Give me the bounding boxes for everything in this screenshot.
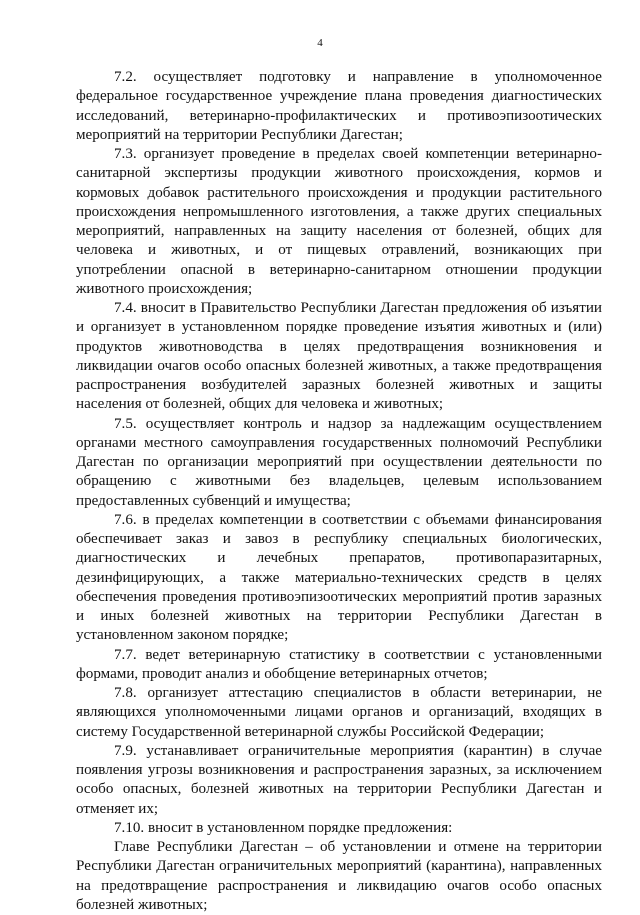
- paragraph-7-10: 7.10. вносит в установленном порядке предложения:: [114, 819, 453, 836]
- paragraph-7-4: 7.4. вносит в Правительство Республики Дагестан предложения об изъятии и организует в установленном порядке проведение изъятия животных и (или) продуктов животноводства в целях предотвращения возникновения и ликвидации очагов особо опасных болезней животных, а также предотвращения распространения возбудителей заразных болезней животных и защиты населения от болезней, общих для человека и животных;: [76, 300, 602, 413]
- paragraph-7-10-item: Главе Республики Дагестан – об установлении и отмене на территории Республики Дагестан ограничительных мероприятий (карантина), направленных на предотвращение распространения и ликвидацию очагов особо опасных болезней животных;: [76, 839, 602, 913]
- page-number: 4: [317, 37, 323, 49]
- paragraph-7-6: 7.6. в пределах компетенции в соответствии с объемами финансирования обеспечивает заказ и завоз в республику специальных биологических, диагностических и лечебных препаратов, противопаразитарных, дезинфицирующих, а также материально-технических средств в целях обеспечения проведения противоэпизоотических мероприятий против заразных и иных болезней животных на территории Республики Дагестан в установленном законом порядке;: [76, 511, 602, 644]
- paragraph-7-5: 7.5. осуществляет контроль и надзор за надлежащим осуществлением органами местного самоуправления государственных полномочий Республики Дагестан по организации мероприятий при осуществлении деятельности по обращению с животными без владельцев, целевым использованием предоставленных субвенций и имущества;: [76, 415, 602, 509]
- paragraph-7-7: 7.7. ведет ветеринарную статистику в соответствии с установленными формами, проводит анализ и обобщение ветеринарных отчетов;: [76, 646, 602, 682]
- paragraph-7-3: 7.3. организует проведение в пределах своей компетенции ветеринарно-санитарной экспертизы продукции животного происхождения, кормов и кормовых добавок растительного происхождения и продукции растительного происхождения непромышленного изготовления, а также других специальных мероприятий, направленных на защиту населения от болезней, общих для человека и животных, и от пищевых отравлений, возникающих при употреблении опасной в ветеринарно-санитарном отношении продукции животного происхождения;: [76, 146, 602, 297]
- paragraph-7-9: 7.9. устанавливает ограничительные мероприятия (карантин) в случае появления угрозы возникновения и распространения заразных, за исключением особо опасных, болезней животных на территории Республики Дагестан и отменяет их;: [76, 742, 602, 817]
- paragraph-7-2: 7.2. осуществляет подготовку и направление в уполномоченное федеральное государственное учреждение плана проведения диагностических исследований, ветеринарно-профилактических и противоэпизоотических мероприятий на территории Республики Дагестан;: [76, 69, 602, 143]
- paragraph-7-8: 7.8. организует аттестацию специалистов в области ветеринарии, не являющихся уполномоченными лицами органов и организаций, входящих в систему Государственной ветеринарной службы Российской Федерации;: [76, 685, 602, 740]
- document-body: [76, 68, 602, 915]
